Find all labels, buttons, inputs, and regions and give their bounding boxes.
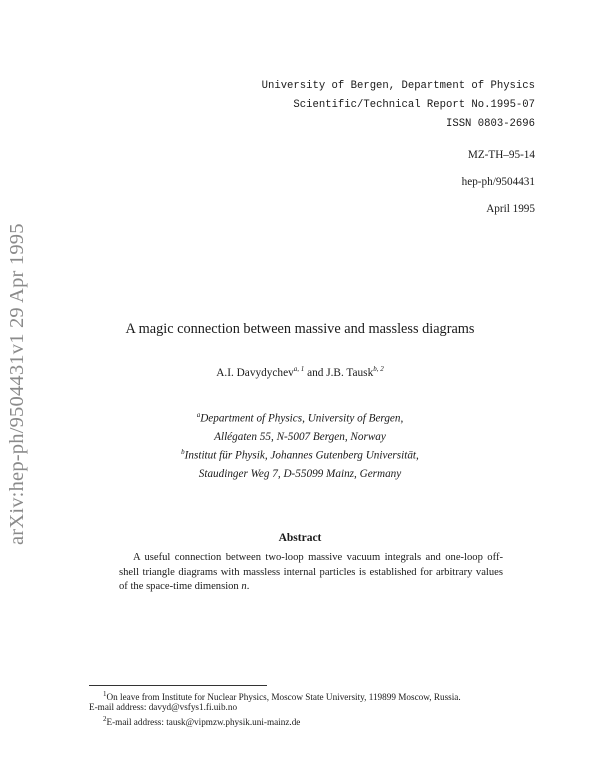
footnote-2 <box>103 713 543 729</box>
abstract-text: A useful connection between two-loop massive vacuum integrals and one-loop off-shell triangle diagrams with massless internal particles is established for arbitrary values of the space-time dimension <box>119 552 503 593</box>
footnote-rule <box>89 685 267 686</box>
affiliation-a-line2: Allégaten 55, N-5007 Bergen, Norway <box>214 430 386 443</box>
affiliation-b-mark: b <box>181 448 185 456</box>
abstract-variable: n <box>241 581 247 593</box>
abstract-body <box>119 551 503 595</box>
header-report: Scientific/Technical Report No.1995-07 <box>293 99 535 111</box>
header-issn: ISSN 0803-2696 <box>445 118 535 130</box>
affiliation-a <box>0 406 600 446</box>
author-1: A.I. Davydychev <box>216 366 294 379</box>
footnote-1-text: On leave from Institute for Nuclear Physics, Moscow State University, 119899 Moscow, Russia. <box>106 692 461 703</box>
affiliation-b <box>0 443 600 483</box>
affiliation-a-mark: a <box>196 411 201 419</box>
abstract-end: . <box>246 581 250 593</box>
arxiv-sidebar-stamp: arXiv:hep-ph/9504431v1 29 Apr 1995 <box>6 223 28 545</box>
header-institution: University of Bergen, Department of Physics <box>261 80 535 92</box>
header-date: April 1995 <box>486 203 535 215</box>
footnote-1-mark: 1 <box>103 690 107 698</box>
footnote-2-mark: 2 <box>103 715 107 723</box>
affiliation-b-line2: Staudinger Weg 7, D-55099 Mainz, Germany <box>198 467 402 480</box>
author-2: J.B. Tausk <box>326 366 374 379</box>
author-1-marks: a, 1 <box>293 365 305 373</box>
affiliation-b-line1: Institut für Physik, Johannes Gutenberg Universität, <box>184 449 419 462</box>
footnote-1-email: E-mail address: davyd@vsfys1.fi.uib.no <box>89 702 238 712</box>
abstract-heading: Abstract <box>278 532 322 544</box>
footnote-2-text: E-mail address: tausk@vipmzw.physik.uni-mainz.de <box>106 717 301 728</box>
header-report-number: MZ-TH–95-14 <box>467 149 535 161</box>
author-line <box>0 365 600 379</box>
header-arxiv-number: hep-ph/9504431 <box>461 176 535 188</box>
paper-title: A magic connection between massive and massless diagrams <box>125 321 475 337</box>
author-2-marks: b, 2 <box>373 365 384 373</box>
author-separator: and <box>307 366 324 379</box>
affiliation-a-line1: Department of Physics, University of Bergen, <box>200 412 404 425</box>
